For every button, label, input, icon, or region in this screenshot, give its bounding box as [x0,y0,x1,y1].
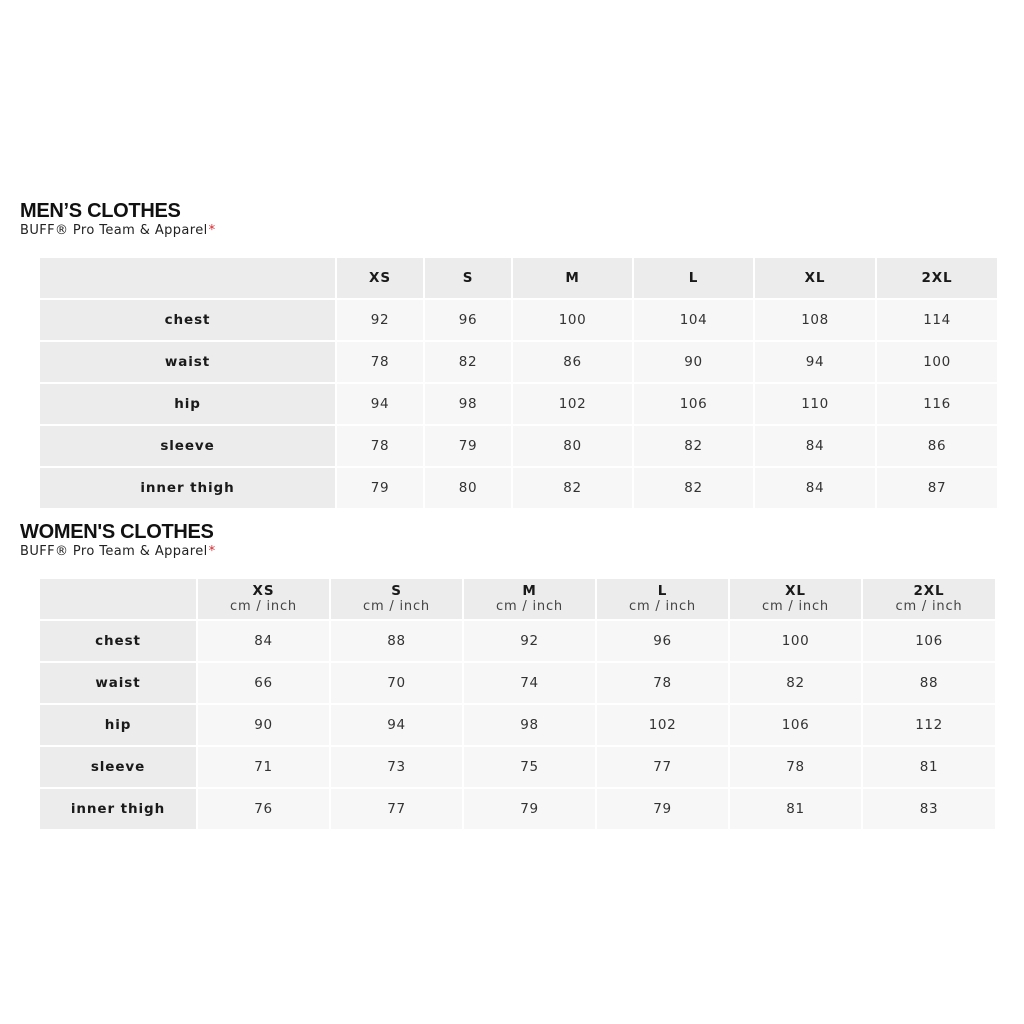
table-cell: 82 [634,426,753,466]
table-cell: 86 [513,342,632,382]
table-row [40,621,995,661]
table-cell: 90 [198,705,329,745]
unit-label: cm / inch [230,599,297,614]
unit-label: cm / inch [895,599,963,614]
size-header-xs: XS [337,258,423,298]
table-cell: 106 [634,384,753,424]
size-label: XS [252,583,275,599]
table-cell: 102 [513,384,632,424]
table-cell: 74 [464,663,595,703]
row-label-inner-thigh: inner thigh [40,789,196,829]
header-corner-cell [40,258,335,298]
mens-size-table [38,256,999,510]
table-cell: 86 [877,426,997,466]
unit-label: cm / inch [496,599,563,614]
mens-subtitle-text: BUFF® Pro Team & Apparel [20,223,208,238]
table-cell: 104 [634,300,753,340]
table-cell: 94 [331,705,462,745]
unit-label: cm / inch [762,599,829,614]
table-cell: 78 [730,747,861,787]
table-header-row [40,258,997,298]
row-label-waist: waist [40,342,335,382]
asterisk-mark: * [208,223,216,238]
size-header-xl [730,579,861,619]
table-row [40,384,997,424]
table-cell: 98 [464,705,595,745]
table-cell: 66 [198,663,329,703]
header-corner-cell [40,579,196,619]
table-cell: 77 [331,789,462,829]
size-header-s [331,579,462,619]
table-cell: 114 [877,300,997,340]
row-label-sleeve: sleeve [40,426,335,466]
table-cell: 100 [730,621,861,661]
table-cell: 79 [597,789,728,829]
size-label: L [657,583,668,599]
table-cell: 87 [877,468,997,508]
table-cell: 70 [331,663,462,703]
table-cell: 92 [337,300,423,340]
table-cell: 82 [730,663,861,703]
table-cell: 78 [337,342,423,382]
table-cell: 112 [863,705,995,745]
unit-label: cm / inch [629,599,696,614]
table-cell: 75 [464,747,595,787]
womens-subtitle-text: BUFF® Pro Team & Apparel [20,544,208,559]
table-cell: 78 [337,426,423,466]
table-row [40,342,997,382]
table-cell: 110 [755,384,875,424]
size-header-xs [198,579,329,619]
unit-label: cm / inch [363,599,430,614]
table-cell: 76 [198,789,329,829]
table-row [40,468,997,508]
row-label-chest: chest [40,621,196,661]
table-cell: 94 [755,342,875,382]
table-cell: 106 [730,705,861,745]
row-label-chest: chest [40,300,335,340]
table-cell: 96 [597,621,728,661]
table-row [40,300,997,340]
row-label-waist: waist [40,663,196,703]
table-cell: 94 [337,384,423,424]
mens-subtitle [20,223,216,238]
table-cell: 82 [513,468,632,508]
table-cell: 100 [877,342,997,382]
row-label-hip: hip [40,384,335,424]
size-header-m [464,579,595,619]
table-cell: 116 [877,384,997,424]
size-label: 2XL [913,583,945,599]
table-cell: 100 [513,300,632,340]
size-header-2xl: 2XL [877,258,997,298]
size-header-2xl [863,579,995,619]
table-cell: 88 [863,663,995,703]
size-header-xl: XL [755,258,875,298]
size-header-l [597,579,728,619]
size-header-m: M [513,258,632,298]
table-cell: 102 [597,705,728,745]
table-cell: 77 [597,747,728,787]
table-cell: 84 [755,468,875,508]
table-cell: 88 [331,621,462,661]
table-cell: 71 [198,747,329,787]
table-cell: 81 [730,789,861,829]
table-cell: 78 [597,663,728,703]
table-cell: 82 [425,342,511,382]
table-header-row [40,579,995,619]
table-cell: 90 [634,342,753,382]
size-header-s: S [425,258,511,298]
table-cell: 84 [755,426,875,466]
table-cell: 79 [337,468,423,508]
row-label-inner-thigh: inner thigh [40,468,335,508]
womens-title: WOMEN'S CLOTHES [20,521,214,543]
table-cell: 106 [863,621,995,661]
row-label-sleeve: sleeve [40,747,196,787]
size-label: XL [785,583,806,599]
table-cell: 79 [464,789,595,829]
table-cell: 79 [425,426,511,466]
table-cell: 73 [331,747,462,787]
womens-size-table [38,577,997,831]
table-cell: 83 [863,789,995,829]
table-cell: 80 [425,468,511,508]
table-row [40,747,995,787]
size-label: M [522,583,537,599]
table-row [40,705,995,745]
size-header-l: L [634,258,753,298]
table-cell: 80 [513,426,632,466]
table-cell: 81 [863,747,995,787]
table-cell: 84 [198,621,329,661]
table-cell: 82 [634,468,753,508]
mens-title: MEN’S CLOTHES [20,200,181,222]
womens-subtitle [20,544,216,559]
table-cell: 96 [425,300,511,340]
size-label: S [391,583,402,599]
table-cell: 98 [425,384,511,424]
table-cell: 92 [464,621,595,661]
row-label-hip: hip [40,705,196,745]
table-cell: 108 [755,300,875,340]
asterisk-mark: * [208,544,216,559]
table-row [40,426,997,466]
table-row [40,789,995,829]
table-row [40,663,995,703]
